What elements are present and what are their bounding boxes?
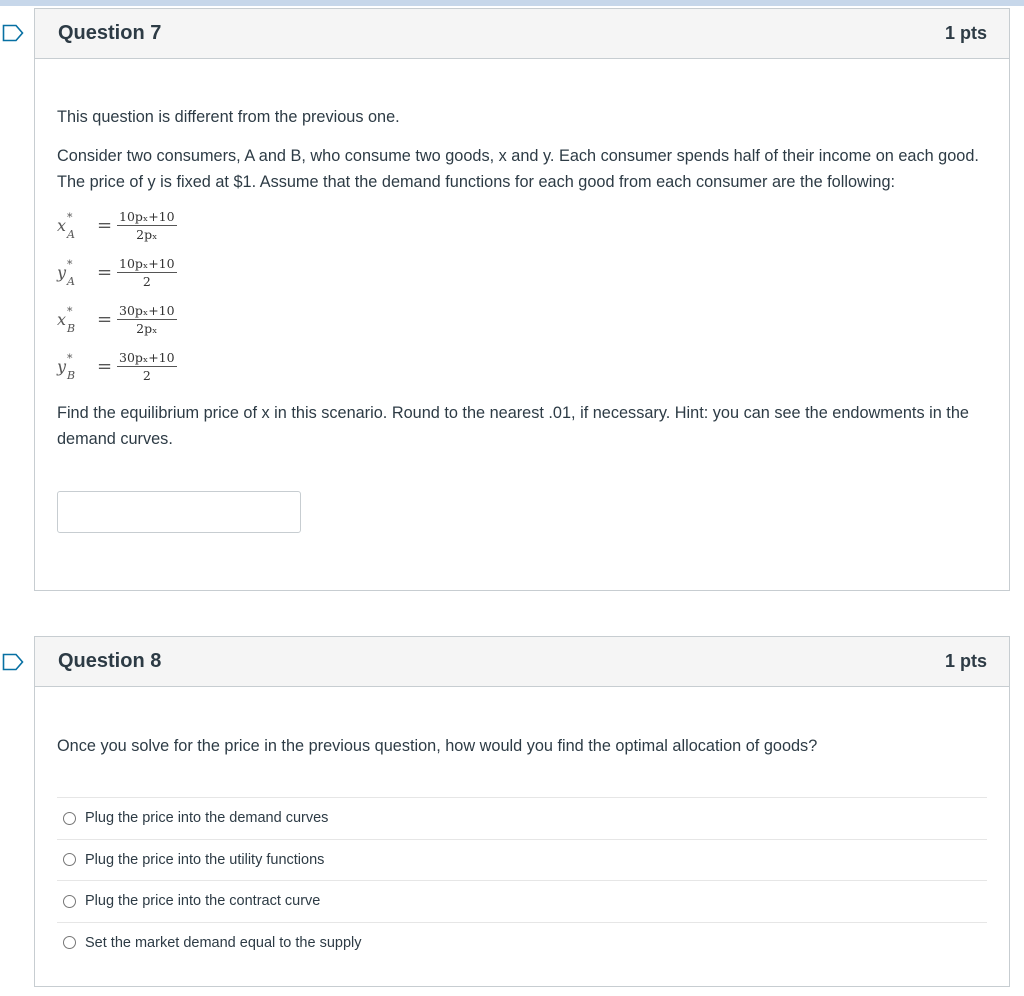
answer-option[interactable] — [57, 922, 987, 964]
fraction-numerator: 30pₓ+10 — [119, 303, 175, 318]
question-prompt: Once you solve for the price in the previous question, how would you find the optimal allocation of goods? — [57, 737, 818, 755]
equation-row — [57, 249, 987, 296]
question-8-card — [34, 636, 1010, 987]
flag-question-icon[interactable] — [2, 653, 24, 671]
fraction-denominator: 2pₓ — [136, 227, 158, 242]
option-label: Plug the price into the utility functions — [85, 851, 325, 868]
radio-button[interactable] — [63, 853, 76, 866]
equation-fraction — [117, 256, 177, 289]
option-label: Set the market demand equal to the supply — [85, 934, 362, 951]
fraction-denominator: 2 — [142, 368, 151, 383]
question-header — [35, 9, 1009, 59]
fraction-denominator: 2pₓ — [136, 321, 158, 336]
question-prompt: Find the equilibrium price of x in this scenario. Round to the nearest .01, if necessary. Hint: you can see the endowments in the demand curves. — [57, 404, 969, 448]
fraction-numerator: 30pₓ+10 — [119, 350, 175, 365]
question-points: 1 pts — [944, 23, 987, 43]
radio-button[interactable] — [63, 812, 76, 825]
answer-options — [57, 797, 987, 963]
question-intro: This question is different from the previous one. — [57, 108, 400, 126]
equation-lhs: x * B — [57, 304, 76, 335]
answer-option[interactable] — [57, 880, 987, 922]
radio-button[interactable] — [63, 895, 76, 908]
question-title: Question 7 — [58, 22, 162, 44]
equation-fraction — [117, 350, 177, 383]
question-7-card — [34, 8, 1010, 591]
option-label: Plug the price into the contract curve — [85, 893, 321, 910]
equation-fraction — [117, 303, 177, 336]
option-label: Plug the price into the demand curves — [85, 810, 329, 827]
answer-option[interactable] — [57, 797, 987, 839]
equation-fraction — [117, 209, 177, 242]
question-header — [35, 637, 1009, 687]
flag-question-icon[interactable] — [2, 24, 24, 42]
equation-row — [57, 296, 987, 343]
equation-lhs: x * A — [57, 210, 75, 241]
question-body — [35, 104, 1009, 533]
fraction-numerator: 10pₓ+10 — [119, 209, 175, 224]
equals-sign: = — [97, 355, 113, 377]
question-paragraph: Consider two consumers, A and B, who consume two goods, x and y. Each consumer spends half of their income on each good. The price of y is fixed at $1. Assume that the demand functions for each good from each consumer are the following: — [57, 147, 979, 191]
question-points: 1 pts — [944, 651, 987, 671]
equation-row — [57, 343, 987, 390]
fraction-denominator: 2 — [142, 274, 151, 289]
equations — [57, 202, 987, 390]
question-title: Question 8 — [58, 650, 162, 672]
equation-lhs: y * A — [57, 257, 75, 288]
equation-lhs: y * B — [57, 351, 76, 382]
equation-row — [57, 202, 987, 249]
fraction-numerator: 10pₓ+10 — [119, 256, 175, 271]
radio-button[interactable] — [63, 936, 76, 949]
equals-sign: = — [97, 308, 113, 330]
question-body — [35, 733, 1009, 963]
answer-option[interactable] — [57, 839, 987, 881]
equals-sign: = — [97, 261, 113, 283]
equals-sign: = — [97, 214, 113, 236]
top-strip — [0, 0, 1024, 6]
answer-input[interactable] — [57, 491, 301, 533]
